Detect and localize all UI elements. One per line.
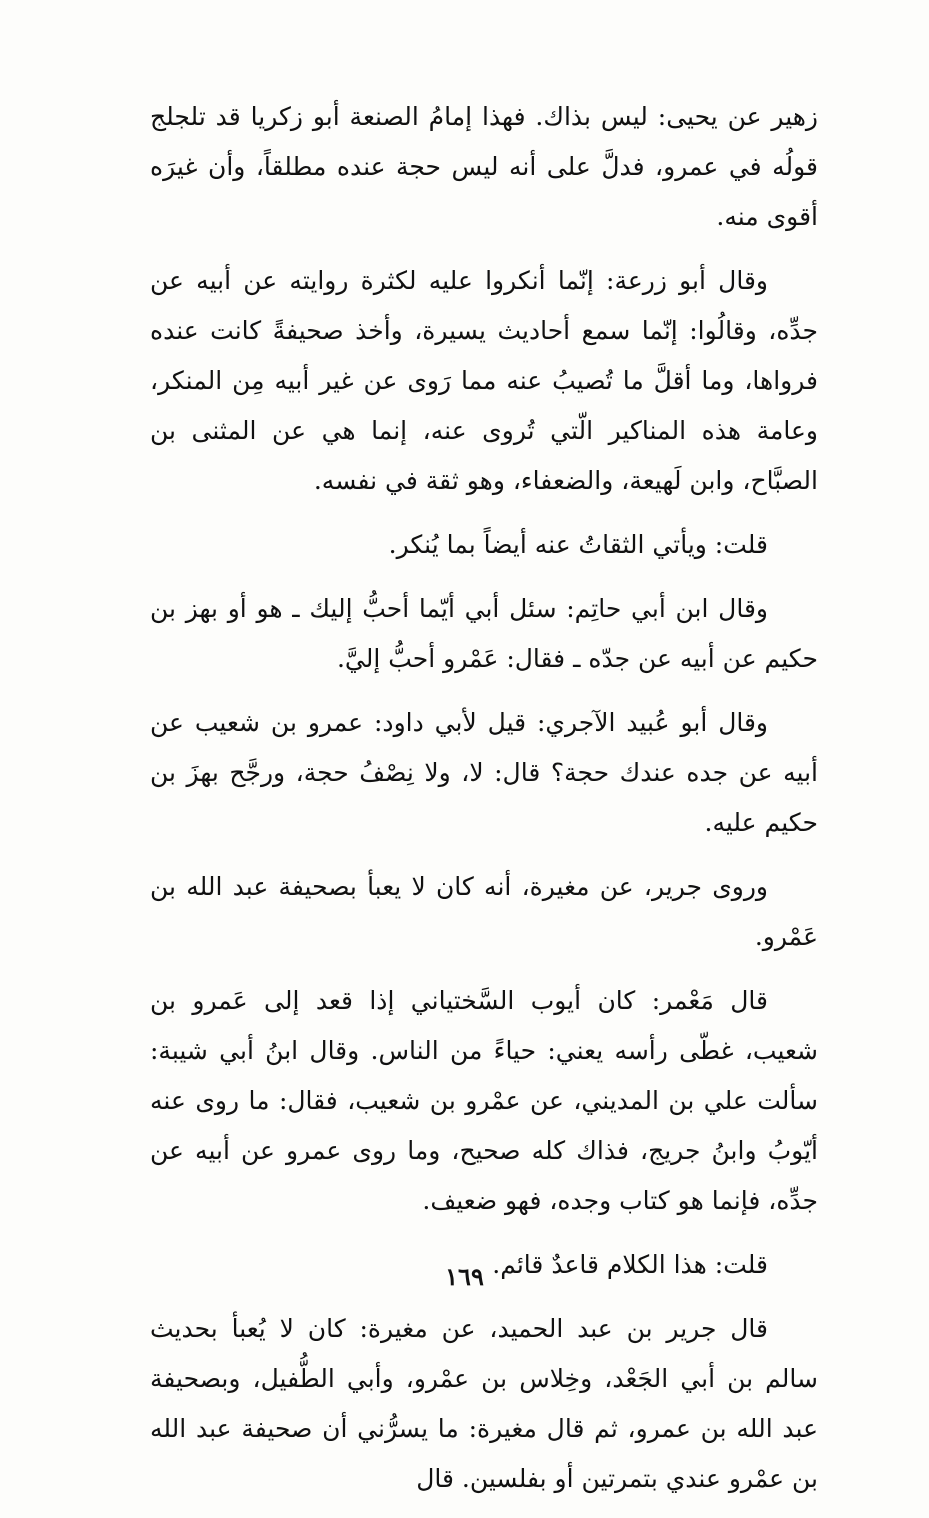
paragraph-2: وقال أبو زرعة: إنّما أنكروا عليه لكثرة روايته عن أبيه عن جدِّه، وقالُوا: إنّما سمع أحاديث يسيرة، وأخذ صحيفةً كانت عنده فرواها، وما أقلَّ ما تُصيبُ عنه مما رَوى عن غير أبيه مِن المنكر، وعامة هذه المناكير الّتي تُروى عنه، إنما هي عن المثنى بن الصبَّاح، وابن لَهيعة، والضعفاء، وهو ثقة في نفسه. [150, 266, 818, 495]
paragraph-4: وقال ابن أبي حاتِم: سئل أبي أيّما أحبُّ إليك ـ هو أو بهز بن حكيم عن أبيه عن جدّه ـ فقال: عَمْرو أحبُّ إليَّ. [150, 594, 818, 673]
paragraph-6: وروى جرير، عن مغيرة، أنه كان لا يعبأ بصحيفة عبد الله بن عَمْرو. [150, 872, 818, 951]
paragraph-3: قلت: ويأتي الثقاتُ عنه أيضاً بما يُنكر. [388, 530, 768, 559]
paragraph-7: قال مَعْمر: كان أيوب السَّختياني إذا قعد إلى عَمرو بن شعيب، غطّى رأسه يعني: حياءً من الناس. وقال ابنُ أبي شيبة: سألت علي بن المديني، عن عمْرو بن شعيب، فقال: ما روى عنه أيّوبُ وابنُ جريج، فذاك كله صحيح، وما روى عمرو عن أبيه عن جدِّه، فإنما هو كتاب وجده، فهو ضعيف. [150, 986, 818, 1215]
paragraph-1: زهير عن يحيى: ليس بذاك. فهذا إمامُ الصنعة أبو زكريا قد تلجلج قولُه في عمرو، فدلَّ على أنه ليس حجة عنده مطلقاً، وأن غيرَه أقوى منه. [150, 102, 818, 231]
page-number: ١٦٩ [445, 1262, 484, 1291]
paragraph-5: وقال أبو عُبيد الآجري: قيل لأبي داود: عمرو بن شعيب عن أبيه عن جده عندك حجة؟ قال: لا، ولا نِصْفُ حجة، ورجَّح بهزَ بن حكيم عليه. [150, 708, 818, 837]
paragraph-8: قلت: هذا الكلام قاعدٌ قائم. [492, 1250, 768, 1279]
paragraph-9: قال جرير بن عبد الحميد، عن مغيرة: كان لا يُعبأ بحديث سالم بن أبي الجَعْد، وخِلاس بن عمْرو، وأبي الطُّفيل، وبصحيفة عبد الله بن عمرو، ثم قال مغيرة: ما يسرُّني أن صحيفة عبد الله بن عمْرو عندي بتمرتين أو بفلسين. قال [150, 1314, 818, 1493]
page-body [150, 92, 818, 1518]
